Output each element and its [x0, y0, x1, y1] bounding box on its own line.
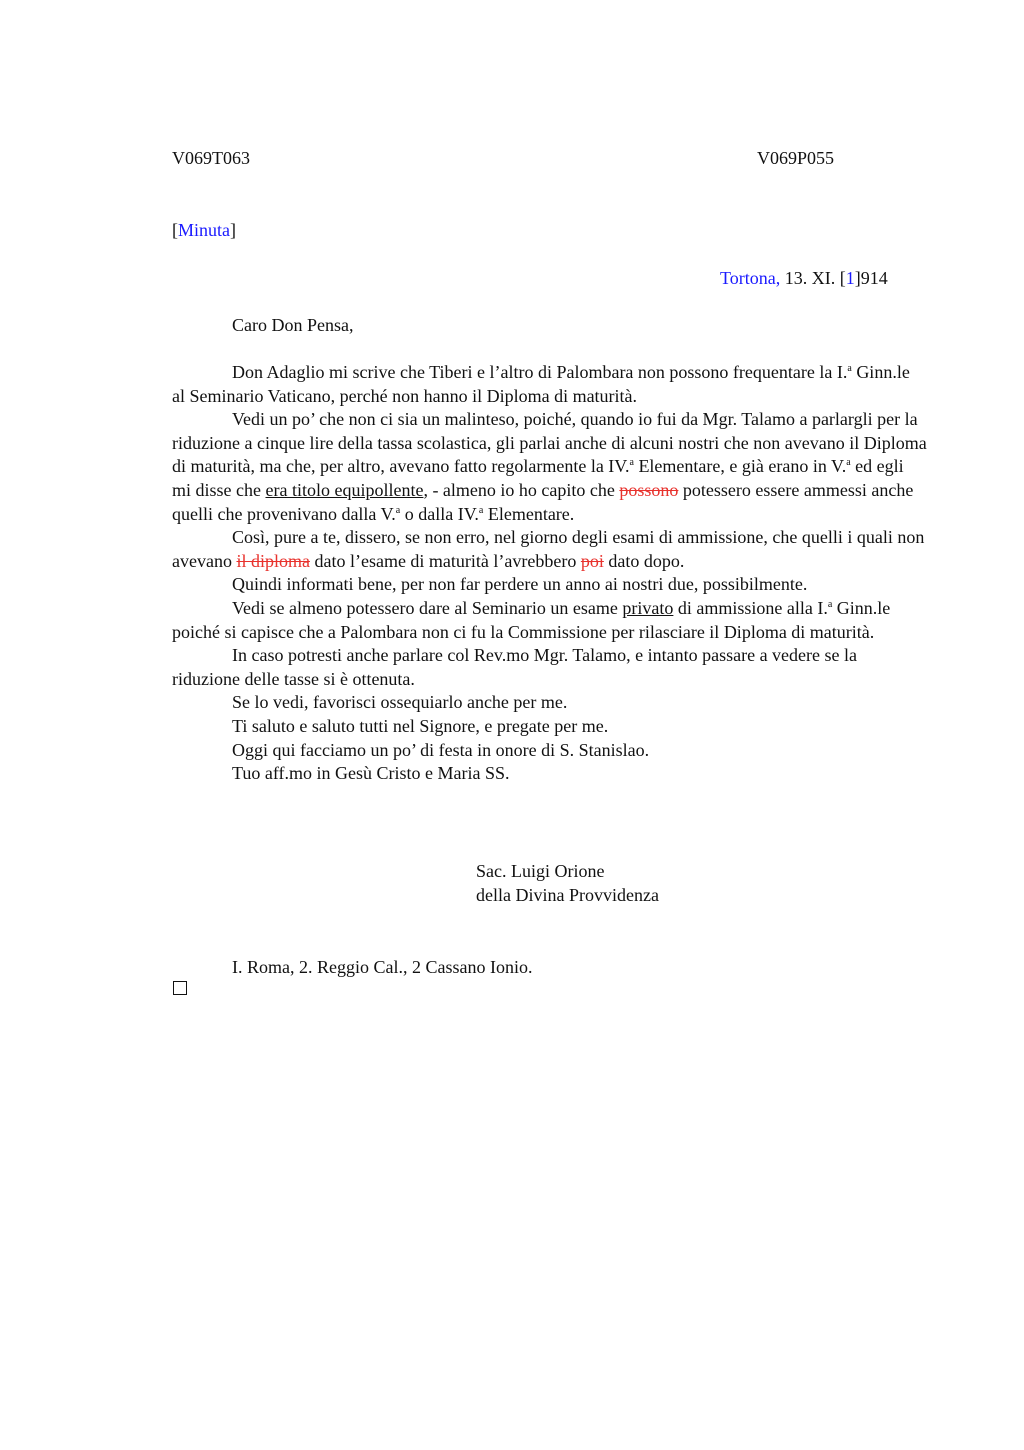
- paragraph-4: Quindi informati bene, per non far perdere un anno ai nostri due, possibilmente.: [232, 574, 808, 595]
- paragraph-6: In caso potresti anche parlare col Rev.mo Mgr. Talamo, e intanto passare a vedere se la riduzione delle tasse si è ottenuta.: [172, 645, 857, 689]
- deleted-text: il diploma: [236, 550, 310, 571]
- document-code-right: V069P055: [757, 148, 835, 168]
- paragraph-9: Oggi qui facciamo un po’ di festa in onore di S. Stanislao.: [232, 739, 650, 760]
- deleted-text: poi: [580, 550, 604, 571]
- paragraph-1: Don Adaglio mi scrive che Tiberi e l’altro di Palombara non possono frequentare la I.$^a$ Ginn.le al Seminario Vaticano, perché non hanno il Diploma di maturità.: [172, 362, 910, 406]
- minuta-label: [Minuta]: [172, 220, 236, 240]
- deleted-text: possono: [619, 479, 679, 500]
- paragraph-3: Così, pure a te, dissero, se non erro, nel giorno degli esami di ammissione, che quelli i quali non avevano il diploma dato l’esame di maturità l’avrebbero poi dato dopo.: [172, 527, 925, 571]
- signature: [476, 860, 659, 907]
- checkbox-square-icon: [173, 981, 187, 995]
- signature-name: Sac. Luigi Orione: [476, 861, 605, 881]
- underlined-text: era titolo equipollente: [265, 479, 424, 500]
- underlined-text: privato: [622, 597, 674, 618]
- document-code-left: V069T063: [172, 148, 250, 168]
- letter-body: [172, 361, 927, 786]
- paragraph-8: Ti saluto e saluto tutti nel Signore, e pregate per me.: [232, 715, 609, 736]
- signature-title: della Divina Provvidenza: [476, 884, 659, 905]
- paragraph-7: Se lo vedi, favorisci ossequiarlo anche per me.: [232, 692, 568, 713]
- paragraph-5: Vedi se almeno potessero dare al Seminario un esame privato di ammissione alla I.$^a$ Ginn.le poiché si capisce che a Palombara non ci fu la Commissione per rilasciare il Diploma di maturità.: [172, 597, 891, 642]
- footnote: I. Roma, 2. Reggio Cal., 2 Cassano Ionio.: [232, 957, 533, 977]
- paragraph-10: Tuo aff.mo in Gesù Cristo e Maria SS.: [232, 763, 510, 784]
- paragraph-2: Vedi un po’ che non ci sia un malinteso, poiché, quando io fui da Mgr. Talamo a parlargli per la riduzione a cinque lire della tassa scolastica, gli parlai anche di alcuni nostri che non avevano il Diploma di maturità, ma che, per altro, avevano fatto regolarmente la IV.$^a$ Elementare, e già erano in V.$^a$ ed egli mi disse che era titolo equipollente, - almeno io ho capito che possono potessero essere ammessi anche quelli che provenivano dalla V.$^a$ o dalla IV.$^a$ Elementare.: [172, 409, 927, 524]
- letter-date: Tortona, 13. XI. [1]914: [720, 268, 888, 288]
- greeting: Caro Don Pensa,: [232, 315, 354, 335]
